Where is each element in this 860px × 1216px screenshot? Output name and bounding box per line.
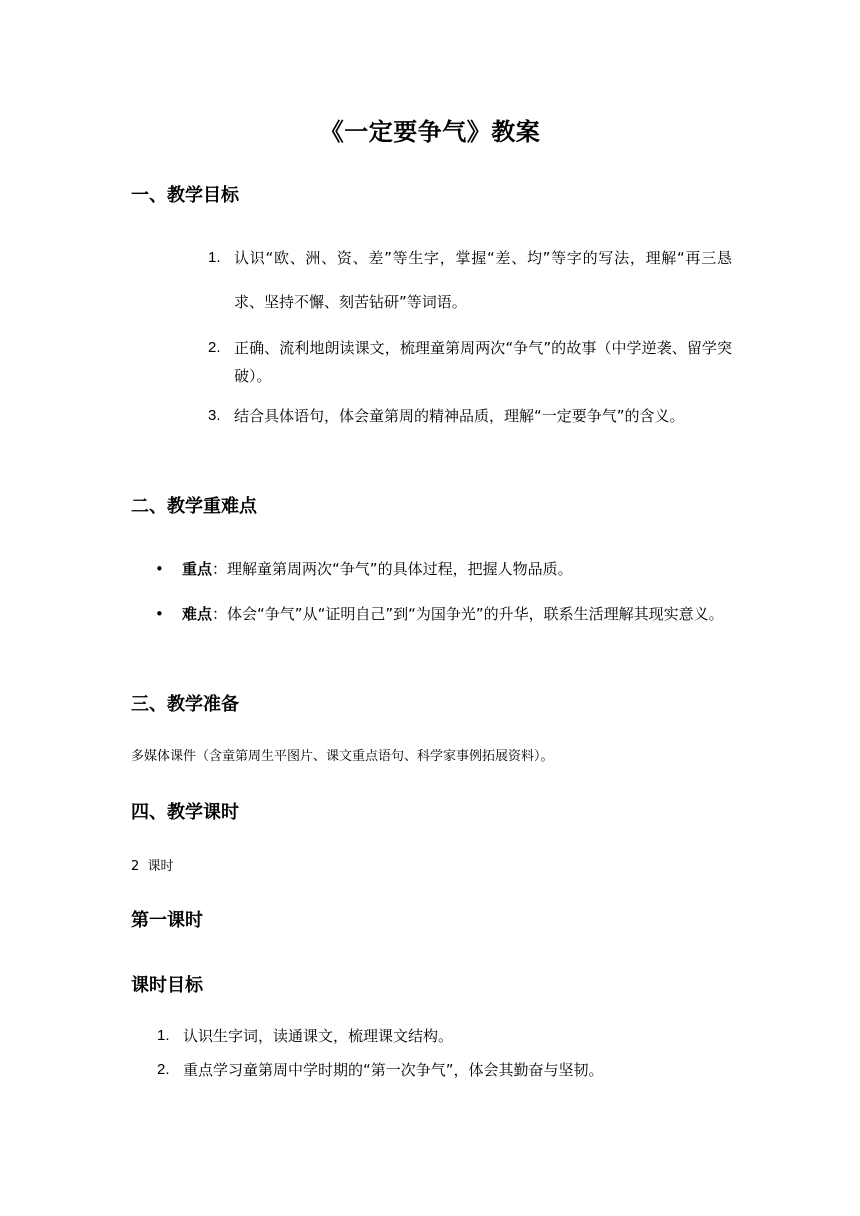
key-point-text: 体会“争气”从“证明自己”到“为国争光”的升华，联系生活理解其现实意义。 bbox=[227, 605, 724, 623]
lesson-goal-item-1 bbox=[157, 1022, 732, 1050]
goal-item-2 bbox=[208, 334, 732, 390]
lesson-goal-text: 重点学习童第周中学时期的“第一次争气”，体会其勤奋与坚韧。 bbox=[183, 1061, 604, 1079]
document-title: 《一定要争气》教案 bbox=[319, 118, 541, 146]
key-point-label: 难点 bbox=[182, 605, 213, 623]
lesson-goal-text: 认识生字词，读通课文，梳理课文结构。 bbox=[183, 1027, 454, 1045]
section-heading-goals: 一、教学目标 bbox=[131, 185, 239, 206]
periods-text: 2 课时 bbox=[131, 859, 174, 874]
goal-item-text: 正确、流利地朗读课文，梳理童第周两次“争气”的故事（中学逆袭、留学突破）。 bbox=[234, 339, 732, 385]
section-heading-preparation: 三、教学准备 bbox=[131, 694, 239, 715]
goal-item-text: 结合具体语句，体会童第周的精神品质，理解“一定要争气”的含义。 bbox=[234, 407, 685, 425]
goal-item-text: 认识“欧、洲、资、差”等生字，掌握“差、均”等字的写法，理解“再三恳求、坚持不懈、刻苦钻研”等词语。 bbox=[234, 249, 732, 311]
lesson-goal-item-2 bbox=[157, 1056, 732, 1084]
goal-item-number: 2. bbox=[208, 339, 221, 356]
section-heading-periods: 四、教学课时 bbox=[131, 802, 239, 823]
lesson-goal-number: 2. bbox=[157, 1061, 170, 1078]
lesson-goals-heading: 课时目标 bbox=[131, 975, 203, 996]
section-heading-key-points: 二、教学重难点 bbox=[131, 496, 257, 517]
lesson-one-heading: 第一课时 bbox=[131, 910, 203, 931]
bullet-icon: • bbox=[155, 605, 164, 623]
key-point-item bbox=[155, 554, 732, 584]
key-point-separator: ： bbox=[212, 605, 228, 623]
goal-item-number: 1. bbox=[208, 249, 221, 266]
difficulty-point-item bbox=[155, 599, 732, 629]
lesson-goal-number: 1. bbox=[157, 1027, 170, 1044]
goal-item-number: 3. bbox=[208, 407, 221, 424]
bullet-icon: • bbox=[155, 560, 164, 578]
key-point-separator: ： bbox=[212, 560, 228, 578]
key-point-text: 理解童第周两次“争气”的具体过程，把握人物品质。 bbox=[227, 560, 573, 578]
goal-item-1 bbox=[208, 244, 732, 324]
key-point-label: 重点 bbox=[182, 560, 213, 578]
preparation-text: 多媒体课件（含童第周生平图片、课文重点语句、科学家事例拓展资料）。 bbox=[131, 749, 554, 764]
goal-item-3 bbox=[208, 402, 732, 430]
